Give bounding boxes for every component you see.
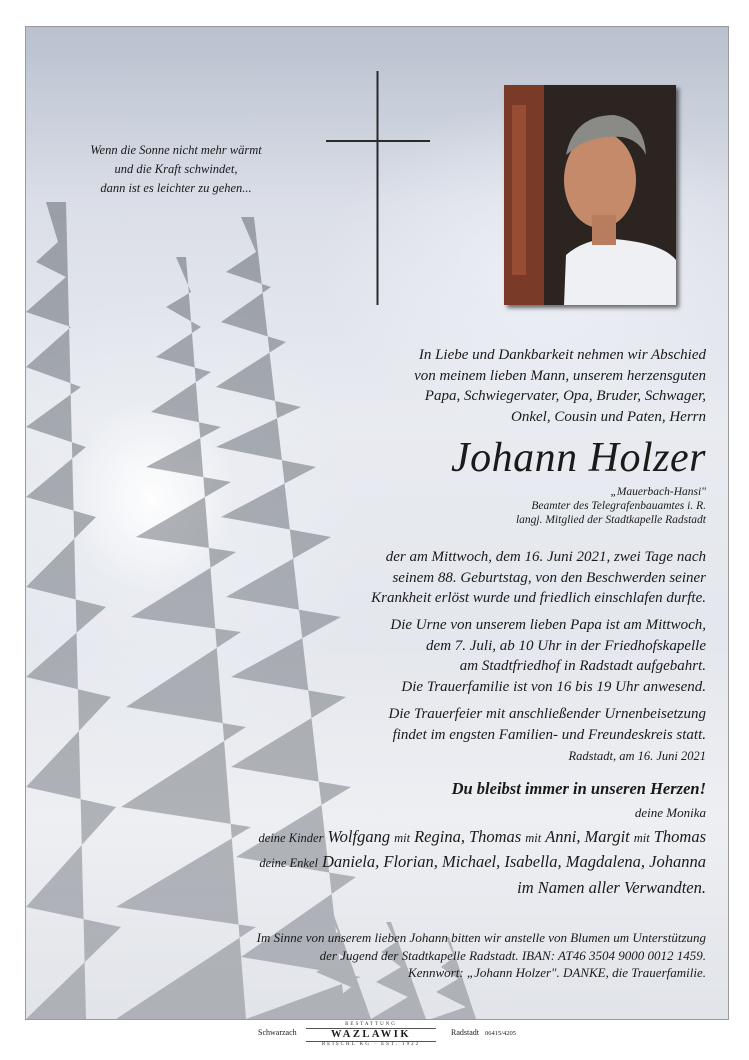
footer-location-right (451, 1028, 516, 1037)
remembrance-line: Du bleibst immer in unseren Herzen! (451, 779, 706, 798)
with-word: mit (394, 831, 411, 845)
occupation: Beamter des Telegrafenbauamtes i. R. (531, 500, 706, 512)
undertaker-logo (306, 1022, 436, 1048)
motto (56, 141, 296, 198)
paragraph-line: Krankheit erlöst wurde und friedlich einschlafen durfte. (371, 590, 706, 606)
intro-line: In Liebe und Dankbarkeit nehmen wir Abschied (418, 347, 706, 363)
paragraph-line: seinem 88. Geburtstag, von den Beschwerden seiner (392, 569, 706, 586)
paragraph-line: Die Trauerfeier mit anschließender Urnenbeisetzung (388, 706, 706, 722)
membership: langj. Mitglied der Stadtkapelle Radstadt (515, 514, 706, 526)
motto-line: und die Kraft schwindet, (114, 162, 238, 176)
child-partner: Thomas (653, 827, 706, 846)
family-wife: deine Monika (634, 805, 706, 820)
family-children (259, 827, 706, 847)
logo-name: WAZLAWIK (306, 1028, 436, 1042)
children-prefix: deine Kinder (258, 831, 324, 845)
motto-line: dann ist es leichter zu gehen... (100, 181, 252, 195)
death-notice-paragraph (286, 547, 706, 609)
farewell-intro (306, 345, 706, 427)
family-relatives: im Namen aller Verwandten. (517, 878, 706, 897)
urn-viewing-paragraph (286, 615, 706, 697)
intro-line: Papa, Schwiegervater, Opa, Bruder, Schwager, (424, 388, 706, 404)
paragraph-line: Die Trauerfamilie ist von 16 bis 19 Uhr anwesend. (401, 678, 706, 695)
donation-request (106, 929, 706, 982)
family-grandchildren (259, 852, 706, 872)
motto-line: Wenn die Sonne nicht mehr wärmt (90, 143, 262, 157)
child-partner: Anni, (545, 827, 581, 846)
child-name: Wolfgang (327, 827, 391, 846)
paragraph-line: findet im engsten Familien- und Freundeskreis statt. (392, 726, 706, 743)
cross-icon (326, 71, 430, 305)
footer-town: Radstadt (451, 1028, 479, 1037)
logo-top-text: BESTATTUNG (345, 1022, 397, 1027)
grandchildren-prefix: deine Enkel (259, 856, 318, 870)
closing-line: der Jugend der Stadtkapelle Radstadt. IBAN: AT46 3504 9000 0012 1459. (319, 947, 706, 963)
deceased-titles (406, 485, 706, 527)
paragraph-line: Die Urne von unserem lieben Papa ist am Mittwoch, (390, 617, 706, 633)
intro-line: Onkel, Cousin und Paten, Herrn (511, 408, 706, 425)
undertaker-footer (0, 1022, 749, 1048)
closing-line: Im Sinne von unserem lieben Johann bitten wir anstelle von Blumen um Unterstützung (256, 930, 706, 945)
portrait-photo (504, 85, 676, 305)
with-word: mit (525, 831, 542, 845)
with-word: mit (633, 831, 650, 845)
logo-bottom-text: REISCHL KG · EST. 1922 (321, 1042, 421, 1047)
place-date: Radstadt, am 16. Juni 2021 (568, 749, 706, 763)
grandchildren-names: Daniela, Florian, Michael, Isabella, Magdalena, Johanna (321, 852, 706, 871)
funeral-paragraph (286, 704, 706, 745)
child-name: Thomas (468, 827, 522, 846)
footer-phone: 06415/4205 (485, 1030, 517, 1037)
deceased-name: Johann Holzer (451, 435, 706, 481)
paragraph-line: der am Mittwoch, dem 16. Juni 2021, zwei Tage nach (385, 549, 706, 565)
obituary-card (25, 26, 729, 1020)
intro-line: von meinem lieben Mann, unserem herzensguten (414, 367, 706, 384)
child-partner: Regina, (414, 827, 465, 846)
closing-line: Kennwort: „Johann Holzer". DANKE, die Trauerfamilie. (408, 965, 706, 980)
nickname: „Mauerbach-Hansi" (610, 486, 706, 498)
paragraph-line: dem 7. Juli, ab 10 Uhr in der Friedhofskapelle (426, 637, 706, 654)
portrait-image (504, 85, 676, 305)
paragraph-line: am Stadtfriedhof in Radstadt aufgebahrt. (459, 658, 706, 674)
footer-location-left: Schwarzach (258, 1028, 297, 1037)
child-name: Margit (584, 827, 630, 846)
